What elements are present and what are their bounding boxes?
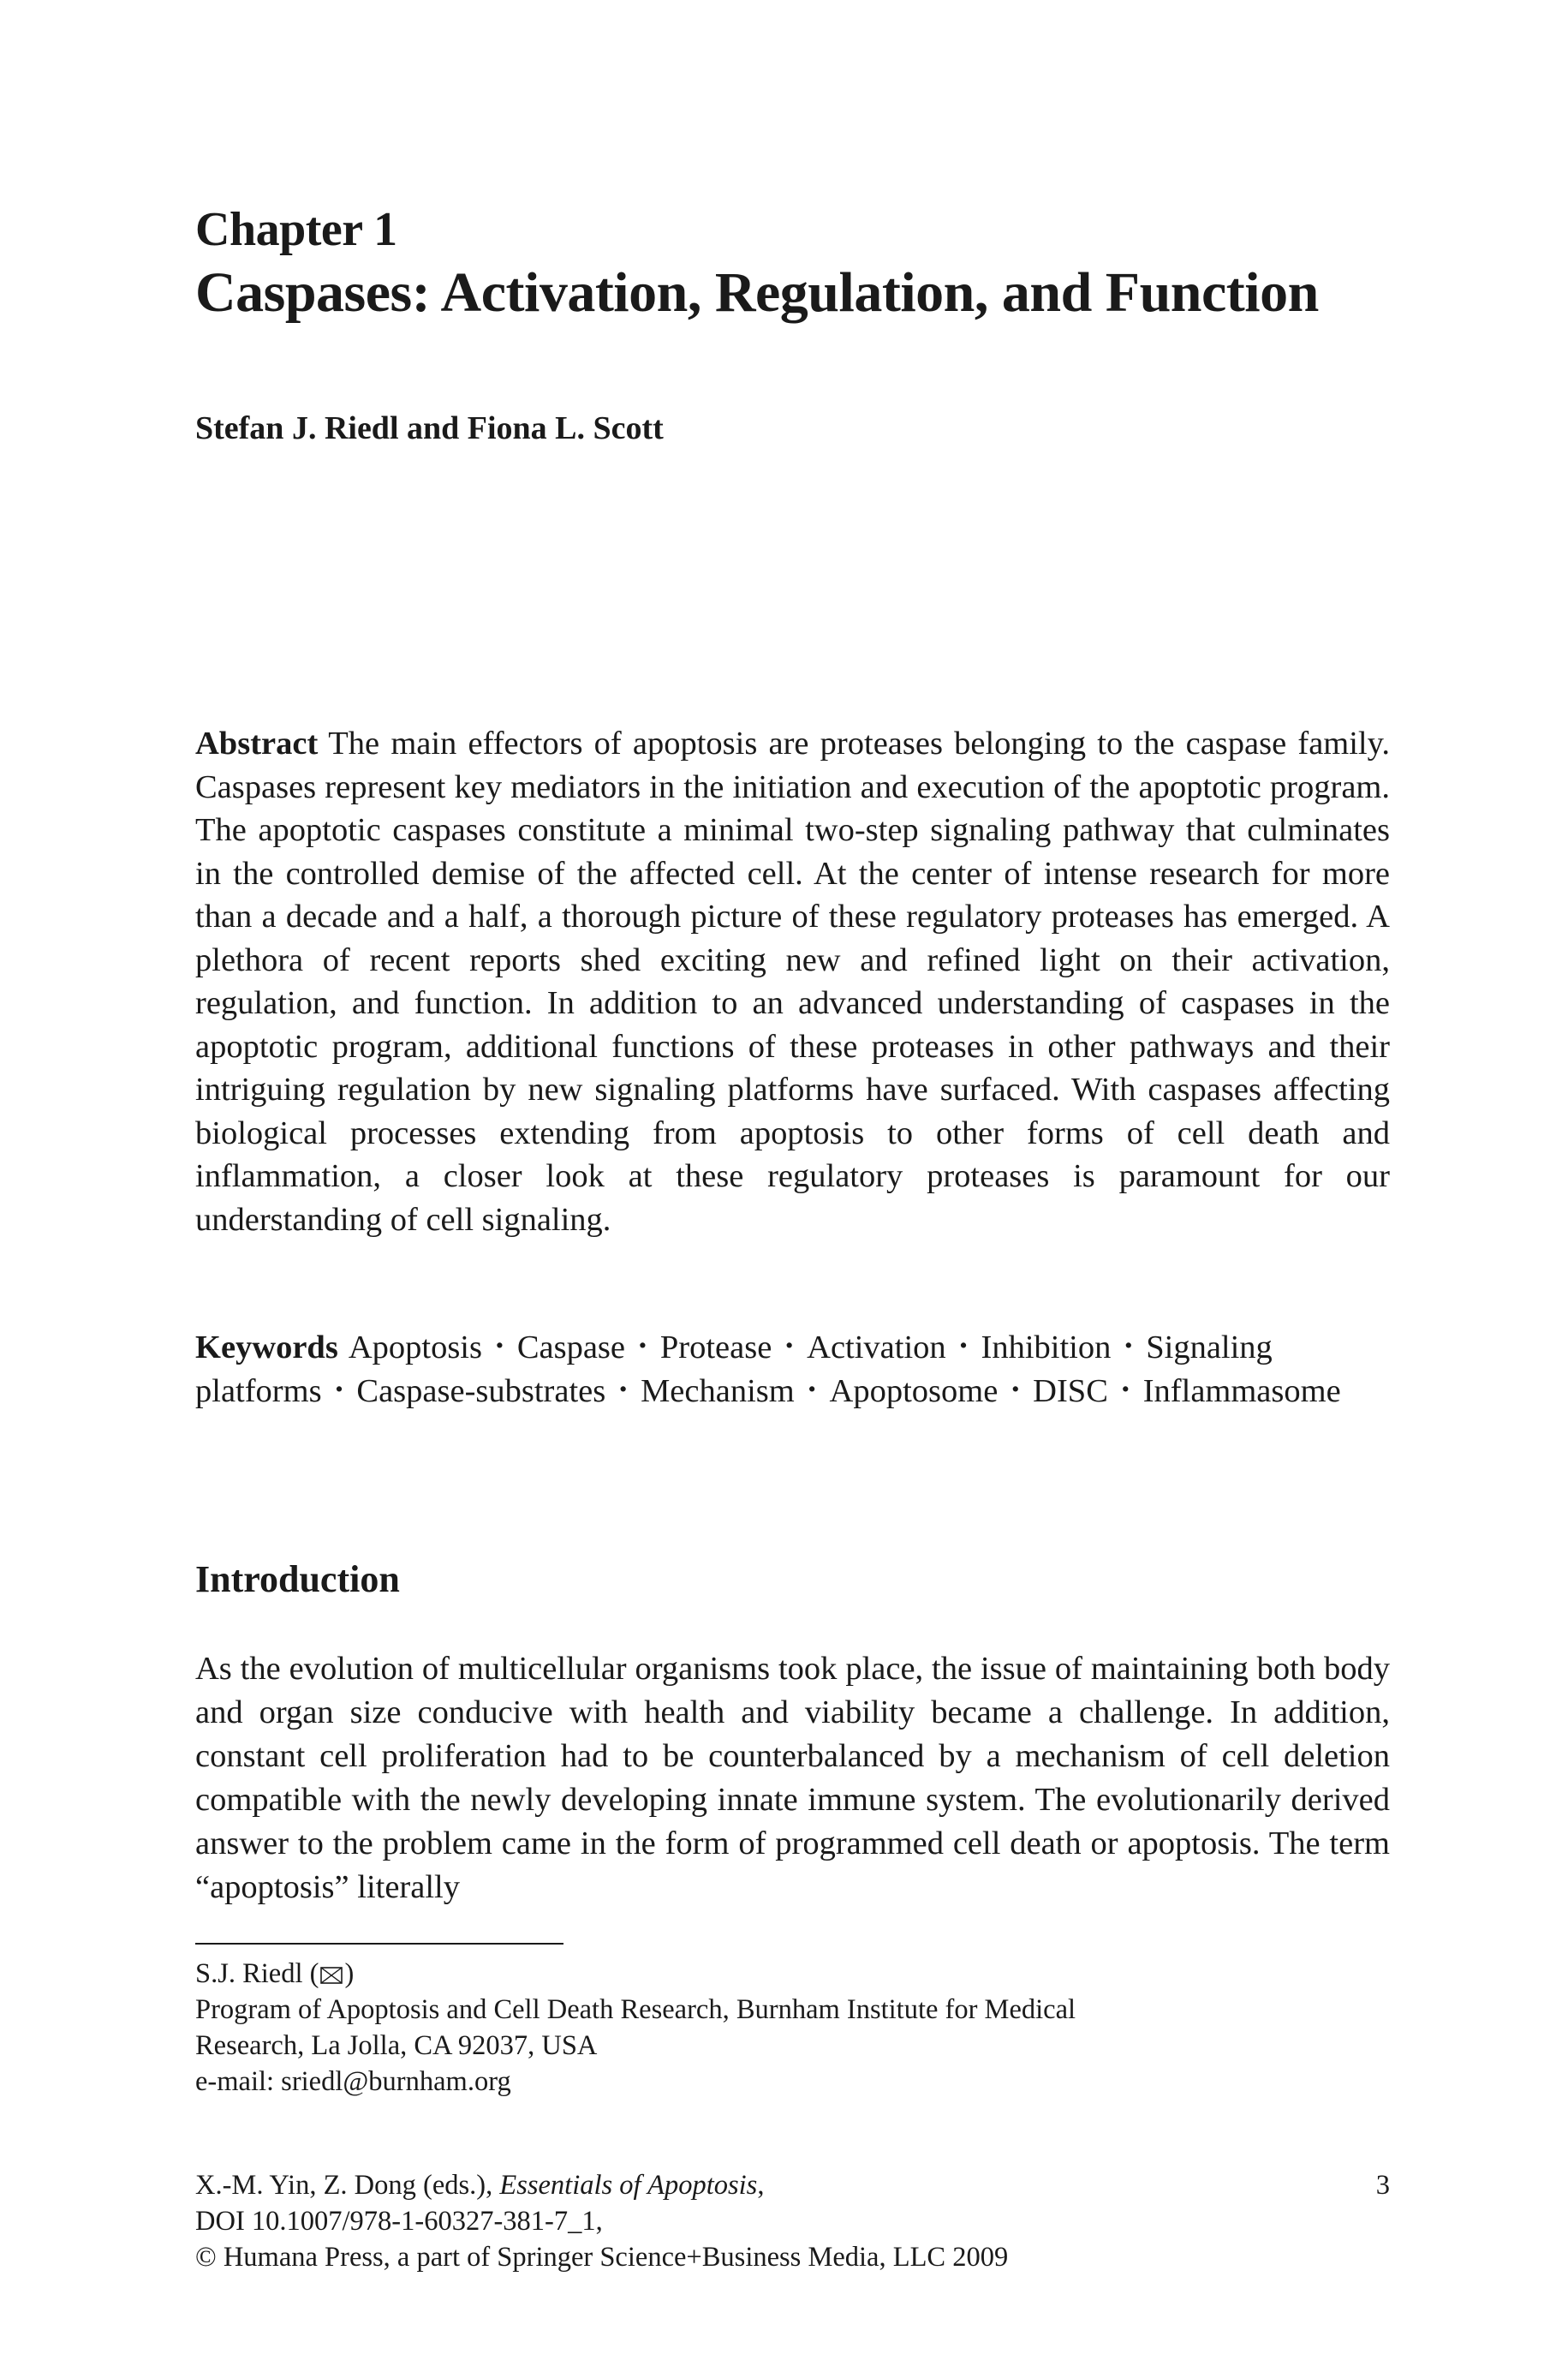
footnote-email: e-mail: sriedl@burnham.org	[195, 2066, 511, 2097]
abstract-text: The main effectors of apoptosis are proteases belonging to the caspase family. Caspases represent key mediators in the initiation and execution of the apoptotic program. The apoptotic caspases constitute a minimal two-step signaling pathway that culminates in the controlled demise of the affected cell. At the center of intense research for more than a decade and a half, a thorough picture of these regulatory proteases has emerged. A plethora of recent reports shed exciting new and refined light on their activation, regulation, and function. In addition to an advanced understanding of caspases in the apoptotic program, additional functions of these proteases in other pathways and their intriguing regulation by new signaling platforms have surfaced. With caspases affecting biological processes extending from apoptosis to other forms of cell death and inflammation, a closer look at these regulatory proteases is paramount for our understanding of cell signaling.	[195, 726, 1390, 1238]
footnote-affiliation-line1: Program of Apoptosis and Cell Death Research, Burnham Institute for Medical	[195, 1994, 1076, 2025]
keyword-separator: ·	[1123, 1328, 1135, 1364]
keyword: Activation	[807, 1329, 946, 1365]
document-page	[195, 0, 1390, 2378]
abstract-label: Abstract	[195, 726, 319, 762]
keyword-separator: ·	[494, 1328, 505, 1364]
keyword-separator: ·	[637, 1328, 648, 1364]
chapter-label: Chapter 1	[195, 203, 397, 256]
citation-copyright: © Humana Press, a part of Springer Science+Business Media, LLC 2009	[195, 2242, 1009, 2273]
keyword-separator: ·	[333, 1371, 345, 1407]
footnote-affiliation-line2: Research, La Jolla, CA 92037, USA	[195, 2030, 598, 2061]
footnote	[195, 1956, 1390, 2100]
introduction-paragraph: As the evolution of multicellular organisms took place, the issue of maintaining both body and organ size conducive with health and viability became a challenge. In addition, constant cell proliferation had to be counterbalanced by a mechanism of cell deletion compatible with the newly developing innate immune system. The evolutionarily derived answer to the problem came in the form of programmed cell death or apoptosis. The term “apoptosis” literally	[195, 1651, 1390, 1905]
page-number: 3	[1375, 2170, 1390, 2201]
keyword: Inhibition	[981, 1329, 1112, 1365]
keyword: Caspase-substrates	[356, 1372, 606, 1409]
footnote-author-name: S.J. Riedl (	[195, 1958, 319, 1989]
keyword: DISC	[1033, 1372, 1108, 1409]
footnote-divider	[195, 1943, 563, 1945]
authors: Stefan J. Riedl and Fiona L. Scott	[195, 410, 664, 446]
keyword: Signaling platforms	[195, 1329, 1273, 1409]
citation-book-title: Essentials of Apoptosis	[499, 2170, 758, 2201]
citation-editors: X.-M. Yin, Z. Dong (eds.),	[195, 2170, 500, 2201]
keyword: Inflammasome	[1142, 1372, 1341, 1409]
envelope-icon	[320, 1967, 343, 1984]
keyword-separator: ·	[1119, 1371, 1131, 1407]
keyword-separator: ·	[617, 1371, 629, 1407]
footnote-author-close: )	[344, 1958, 355, 1989]
citation-doi: DOI 10.1007/978-1-60327-381-7_1,	[195, 2206, 603, 2237]
keyword: Apoptosis	[348, 1329, 482, 1365]
citation-block	[195, 2167, 1390, 2275]
keyword-separator: ·	[806, 1371, 818, 1407]
section-heading-introduction: Introduction	[195, 1558, 400, 1600]
abstract-paragraph	[195, 722, 1390, 1241]
keywords-label: Keywords	[195, 1329, 338, 1365]
footnote-author-line	[195, 1956, 1390, 1992]
keyword: Protease	[659, 1329, 772, 1365]
citation-line1	[195, 2167, 1390, 2203]
keyword-separator: ·	[957, 1328, 969, 1364]
keyword-separator: ·	[1010, 1371, 1022, 1407]
keywords-paragraph	[195, 1326, 1390, 1413]
keyword: Apoptosome	[829, 1372, 999, 1409]
citation-comma: ,	[757, 2170, 765, 2201]
keyword: Mechanism	[641, 1372, 795, 1409]
keyword: Caspase	[516, 1329, 626, 1365]
keyword-separator: ·	[784, 1328, 796, 1364]
chapter-title: Caspases: Activation, Regulation, and Function	[195, 261, 1319, 324]
